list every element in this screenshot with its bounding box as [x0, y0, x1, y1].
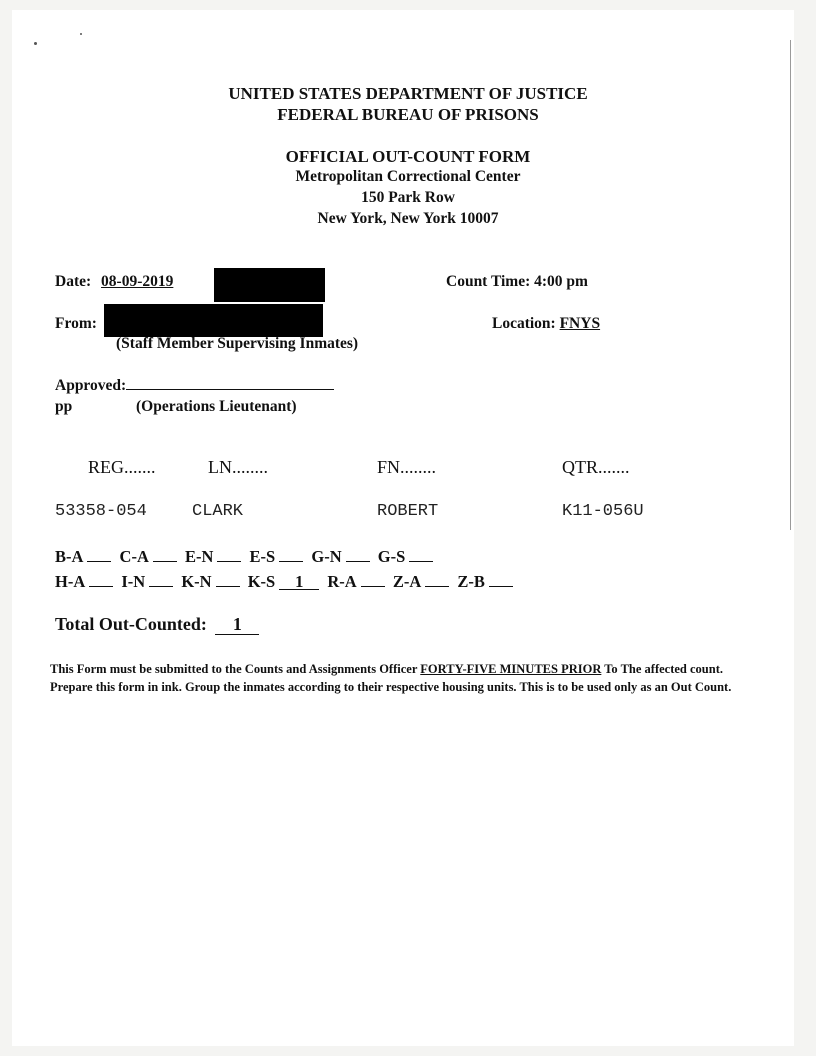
- notice-emphasis: FORTY-FIVE MINUTES PRIOR: [420, 662, 602, 676]
- count-time-field: [446, 273, 588, 291]
- notice-text-before: This Form must be submitted to the Counts and Assignments Officer: [50, 662, 421, 676]
- unit-za-value: [425, 571, 449, 587]
- column-header-reg: REG.......: [88, 457, 156, 477]
- quarters: K11-056U: [562, 502, 644, 521]
- unit-zb-label: Z-B: [457, 572, 485, 591]
- unit-za-label: Z-A: [392, 572, 422, 591]
- first-name: ROBERT: [377, 502, 439, 521]
- unit-es-value: [279, 546, 303, 562]
- facility-street: 150 Park Row: [361, 189, 455, 206]
- total-out-counted: [55, 614, 259, 635]
- unit-kn-value: [216, 571, 240, 587]
- submission-notice: [50, 660, 750, 696]
- reg-number: 53358-054: [55, 502, 147, 521]
- redaction-box: [104, 304, 323, 337]
- unit-zb-value: [489, 571, 513, 587]
- unit-in-label: I-N: [121, 572, 146, 591]
- facility-name: Metropolitan Correctional Center: [295, 168, 521, 185]
- approved-signature-line: [126, 389, 334, 390]
- unit-gn-label: G-N: [311, 547, 342, 566]
- unit-kn-label: K-N: [181, 572, 212, 591]
- total-value: 1: [215, 615, 259, 635]
- bureau-heading: FEDERAL BUREAU OF PRISONS: [277, 105, 539, 124]
- total-label: Total Out-Counted:: [55, 614, 207, 634]
- scan-speck: [80, 33, 82, 35]
- count-time-label: Count Time:: [446, 273, 531, 290]
- unit-ha-label: H-A: [55, 572, 86, 591]
- column-header-fn: FN........: [377, 457, 437, 477]
- unit-en-value: [217, 546, 241, 562]
- unit-en-label: E-N: [185, 547, 214, 566]
- housing-units-row-1: [55, 546, 437, 567]
- date-label: Date:: [55, 273, 92, 290]
- location-field: [492, 315, 606, 333]
- approved-field: [55, 377, 334, 395]
- scan-speck: [34, 42, 37, 45]
- redaction-box: [214, 268, 325, 302]
- column-header-ln: LN........: [208, 457, 268, 477]
- unit-in-value: [149, 571, 173, 587]
- from-label: From:: [55, 315, 97, 332]
- approved-initials: pp: [55, 398, 73, 415]
- notice-text-after: To The affected count. Prepare this form in ink. Group the inmates according to their respective housing units. This is to be used only as an Out Count.: [50, 662, 732, 694]
- date-field: [55, 273, 173, 291]
- column-header-qtr: QTR.......: [562, 457, 630, 477]
- from-caption: (Staff Member Supervising Inmates): [116, 335, 359, 352]
- location-label: Location:: [492, 315, 556, 332]
- unit-ba-label: B-A: [55, 547, 84, 566]
- unit-gs-value: [409, 546, 433, 562]
- count-time-value: 4:00 pm: [534, 273, 588, 290]
- unit-gs-label: G-S: [377, 547, 406, 566]
- agency-heading: UNITED STATES DEPARTMENT OF JUSTICE: [228, 84, 588, 103]
- approved-caption: (Operations Lieutenant): [136, 398, 297, 415]
- form-title: OFFICIAL OUT-COUNT FORM: [285, 147, 531, 166]
- unit-ra-label: R-A: [327, 572, 357, 591]
- approved-label: Approved:: [55, 377, 127, 394]
- unit-ks-value: 1: [279, 574, 319, 590]
- unit-es-label: E-S: [249, 547, 276, 566]
- unit-ca-label: C-A: [119, 547, 149, 566]
- unit-ca-value: [153, 546, 177, 562]
- unit-gn-value: [346, 546, 370, 562]
- unit-ra-value: [361, 571, 385, 587]
- unit-ba-value: [87, 546, 111, 562]
- housing-units-row-2: [55, 571, 517, 592]
- unit-ha-value: [89, 571, 113, 587]
- date-value: 08-09-2019: [101, 273, 174, 290]
- unit-ks-label: K-S: [247, 572, 276, 591]
- facility-city: New York, New York 10007: [317, 210, 499, 227]
- last-name: CLARK: [192, 502, 244, 521]
- location-value: FNYS: [559, 315, 601, 332]
